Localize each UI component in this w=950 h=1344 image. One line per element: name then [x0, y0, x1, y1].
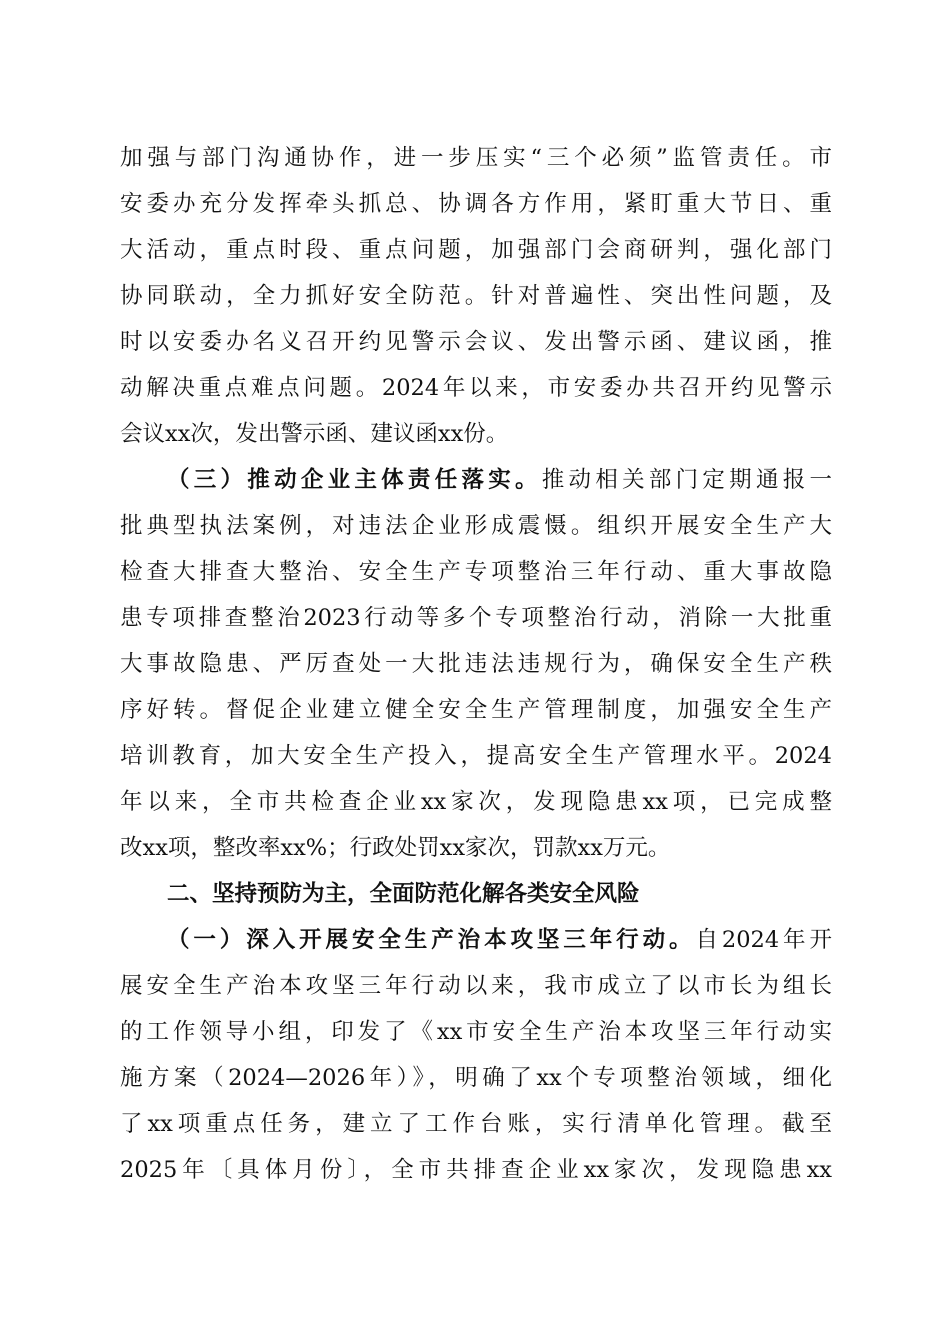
body-line: 加强与部门沟通协作，进一步压实“三个必须”监管责任。市 [120, 145, 832, 171]
body-line: 大活动，重点时段、重点问题，加强部门会商研判，强化部门 [120, 237, 832, 263]
body-line: 年以来，全市共检查企业xx家次，发现隐患xx项，已完成整 [120, 789, 832, 815]
body-text: 自2024年开 [695, 927, 832, 953]
body-text: 推动相关部门定期通报一 [541, 467, 832, 493]
body-line: 时以安委办名义召开约见警示会议、发出警示函、建议函，推 [120, 329, 832, 355]
body-line: 患专项排查整治2023行动等多个专项整治行动，消除一大批重 [120, 605, 832, 631]
body-line: 会议xx次，发出警示函、建议函xx份。 [120, 421, 509, 447]
body-line: 动解决重点难点问题。2024年以来，市安委办共召开约见警示 [120, 375, 832, 401]
body-line: 培训教育，加大安全生产投入，提高安全生产管理水平。2024 [120, 743, 832, 769]
body-line: 了xx项重点任务，建立了工作台账，实行清单化管理。截至 [120, 1111, 832, 1137]
body-line: 序好转。督促企业建立健全安全生产管理制度，加强安全生产 [120, 697, 832, 723]
section-heading-2: 二、坚持预防为主，全面防范化解各类安全风险 [167, 881, 640, 907]
body-line: 安委办充分发挥牵头抓总、协调各方作用，紧盯重大节日、重 [120, 191, 832, 217]
body-line: 展安全生产治本攻坚三年行动以来，我市成立了以市长为组长 [120, 973, 832, 999]
body-line: 的工作领导小组，印发了《xx市安全生产治本攻坚三年行动实 [120, 1019, 832, 1045]
paragraph-first-line [167, 925, 832, 955]
body-line: 2025年〔具体月份〕，全市共排查企业xx家次，发现隐患xx [120, 1157, 832, 1183]
paragraph-first-line [167, 465, 832, 495]
body-line: 检查大排查大整治、安全生产专项整治三年行动、重大事故隐 [120, 559, 832, 585]
body-line: 施方案（2024—2026年）》，明确了xx个专项整治领域，细化 [120, 1065, 832, 1091]
body-line: 协同联动，全力抓好安全防范。针对普遍性、突出性问题，及 [120, 283, 832, 309]
body-line: 大事故隐患、严厉查处一大批违法违规行为，确保安全生产秩 [120, 651, 832, 677]
section-heading-3: （三）推动企业主体责任落实。 [167, 467, 542, 493]
section-heading-1: （一）深入开展安全生产治本攻坚三年行动。 [167, 927, 696, 953]
body-line: 改xx项，整改率xx%；行政处罚xx家次，罚款xx万元。 [120, 835, 671, 861]
body-line: 批典型执法案例，对违法企业形成震慑。组织开展安全生产大 [120, 513, 832, 539]
